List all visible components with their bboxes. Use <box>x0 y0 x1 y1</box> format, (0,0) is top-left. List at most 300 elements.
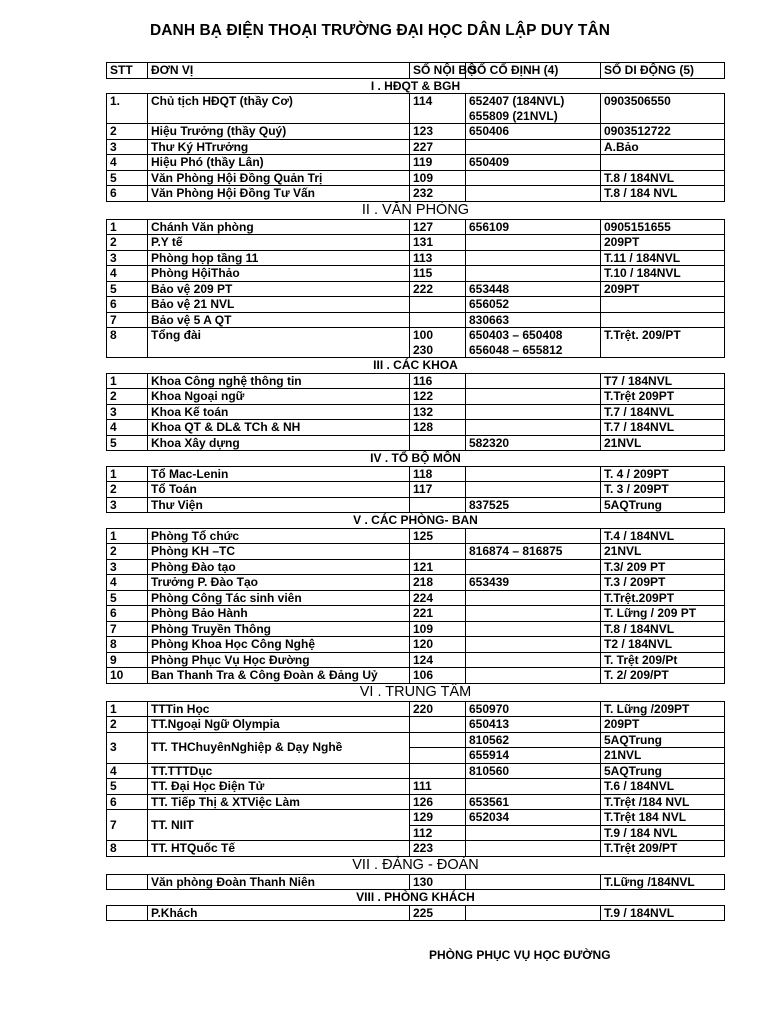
table-row <box>107 794 725 810</box>
cell-internal <box>410 701 466 717</box>
cell-unit: Văn Phòng Hội Đồng Quản Trị <box>148 170 410 186</box>
cell-fixed <box>466 235 601 251</box>
cell-internal <box>410 139 466 155</box>
cell-mobile <box>601 466 725 482</box>
table-row <box>107 170 725 186</box>
cell-unit: Phòng họp tầng 11 <box>148 250 410 266</box>
cell-mobile-line: 209PT <box>604 281 640 296</box>
cell-fixed <box>466 297 601 313</box>
cell-stt: 4 <box>107 763 148 779</box>
cell-internal-line: 120 <box>413 637 434 651</box>
table-row <box>107 497 725 513</box>
cell-internal-line: 132 <box>413 404 434 419</box>
cell-fixed-line: 582320 <box>469 435 510 450</box>
cell-internal-line: 115 <box>413 266 433 280</box>
cell-fixed <box>466 717 601 733</box>
cell-fixed <box>466 170 601 186</box>
cell-stt: 1. <box>107 94 148 124</box>
cell-stt: 2 <box>107 544 148 560</box>
table-row <box>107 779 725 795</box>
cell-mobile <box>601 373 725 389</box>
table-row <box>107 328 725 358</box>
cell-mobile-line: T.7 / 184NVL <box>604 420 675 434</box>
cell-mobile <box>601 219 725 235</box>
cell-fixed <box>466 701 601 717</box>
cell-fixed <box>466 497 601 513</box>
cell-internal-line: 128 <box>413 420 434 434</box>
cell-mobile <box>601 668 725 684</box>
cell-stt: 4 <box>107 575 148 591</box>
cell-mobile-line: T. 4 / 209PT <box>604 466 669 481</box>
cell-mobile-line: T.4 / 184NVL <box>604 528 675 543</box>
cell-fixed <box>466 219 601 235</box>
cell-mobile-line: 21NVL <box>604 435 642 450</box>
cell-mobile <box>601 139 725 155</box>
cell-internal-line: 111 <box>413 779 432 793</box>
cell-internal <box>410 779 466 795</box>
cell-fixed <box>466 621 601 637</box>
cell-mobile-line: T.3/ 209 PT <box>604 559 666 574</box>
cell-internal <box>410 732 466 748</box>
cell-fixed: 655914 <box>466 748 601 764</box>
cell-internal <box>410 559 466 575</box>
table-row <box>107 528 725 544</box>
cell-mobile-line: 209PT <box>604 717 640 731</box>
cell-stt: 3 <box>107 139 148 155</box>
cell-internal <box>410 404 466 420</box>
cell-internal-line: 119 <box>413 155 433 169</box>
table-row <box>107 404 725 420</box>
cell-stt <box>107 874 148 890</box>
cell-internal <box>410 373 466 389</box>
cell-mobile-line: T.Lững /184NVL <box>604 874 695 889</box>
cell-mobile-line: T.Trệt.209PT <box>604 590 675 605</box>
cell-internal <box>410 466 466 482</box>
header-fixed: SỐ CỐ ĐỊNH (4) <box>466 63 601 79</box>
cell-mobile <box>601 621 725 637</box>
cell-internal-line: 131 <box>413 235 434 249</box>
cell-fixed <box>466 825 601 841</box>
cell-fixed <box>466 637 601 653</box>
cell-fixed-line: 656052 <box>469 297 510 311</box>
cell-internal-line: 232 <box>413 186 434 200</box>
cell-unit: Tổng đài <box>148 328 410 358</box>
cell-stt: 4 <box>107 420 148 436</box>
cell-internal <box>410 328 466 358</box>
cell-internal <box>410 794 466 810</box>
cell-mobile-line: 5AQTrung <box>604 497 663 512</box>
cell-mobile <box>601 155 725 171</box>
cell-mobile <box>601 328 725 358</box>
cell-mobile <box>601 482 725 498</box>
cell-mobile <box>601 297 725 313</box>
cell-unit: Chủ tịch HĐQT (thầy Cơ) <box>148 94 410 124</box>
cell-unit: TTTin Học <box>148 701 410 717</box>
cell-stt <box>107 905 148 921</box>
cell-internal-line: 118 <box>413 466 433 481</box>
cell-internal <box>410 497 466 513</box>
cell-stt: 8 <box>107 841 148 857</box>
cell-internal-line: 117 <box>413 482 433 496</box>
header-internal: SỐ NỘI BỘ <box>410 63 466 79</box>
cell-stt: 1 <box>107 528 148 544</box>
table-row <box>107 373 725 389</box>
cell-mobile-line: 0905151655 <box>604 219 671 234</box>
table-header-row <box>107 63 725 79</box>
cell-mobile <box>601 701 725 717</box>
cell-fixed-line: 816874 – 816875 <box>469 544 563 558</box>
cell-internal <box>410 297 466 313</box>
cell-fixed <box>466 606 601 622</box>
table-row <box>107 810 725 826</box>
cell-fixed <box>466 139 601 155</box>
section-heading: II . VĂN PHÒNG <box>107 201 725 219</box>
cell-internal <box>410 219 466 235</box>
section-heading-row <box>107 683 725 701</box>
cell-mobile <box>601 637 725 653</box>
table-row <box>107 905 725 921</box>
cell-unit: Phòng KH –TC <box>148 544 410 560</box>
cell-internal: 129 <box>410 810 466 826</box>
table-row <box>107 874 725 890</box>
section-heading-row <box>107 78 725 94</box>
cell-internal <box>410 482 466 498</box>
section-heading-row <box>107 358 725 374</box>
cell-internal-line: 218 <box>413 575 434 589</box>
cell-mobile <box>601 420 725 436</box>
cell-mobile <box>601 717 725 733</box>
cell-stt: 1 <box>107 701 148 717</box>
cell-stt: 8 <box>107 328 148 358</box>
cell-internal <box>410 717 466 733</box>
cell-internal <box>410 544 466 560</box>
table-row <box>107 544 725 560</box>
cell-mobile <box>601 544 725 560</box>
table-row <box>107 668 725 684</box>
cell-internal-line: 127 <box>413 219 434 234</box>
cell-fixed <box>466 874 601 890</box>
cell-unit: Khoa Công nghệ thông tin <box>148 373 410 389</box>
cell-fixed <box>466 328 601 358</box>
cell-fixed <box>466 186 601 202</box>
cell-fixed: 810562 <box>466 732 601 748</box>
cell-internal <box>410 281 466 297</box>
table-row <box>107 701 725 717</box>
cell-unit: Tổ Toán <box>148 482 410 498</box>
cell-fixed-line: 650403 – 650408 <box>469 328 563 342</box>
cell-mobile <box>601 606 725 622</box>
cell-mobile-line: T.8 / 184NVL <box>604 170 675 185</box>
table-row <box>107 297 725 313</box>
table-row <box>107 312 725 328</box>
cell-internal-line: 123 <box>413 124 434 138</box>
cell-mobile-line: 0903506550 <box>604 94 671 108</box>
cell-unit: Phòng Công Tác sinh viên <box>148 590 410 606</box>
cell-unit: Trưởng P. Đào Tạo <box>148 575 410 591</box>
cell-stt: 2 <box>107 717 148 733</box>
cell-internal <box>410 637 466 653</box>
cell-internal-line: 230 <box>413 342 434 357</box>
cell-mobile <box>601 779 725 795</box>
cell-stt: 3 <box>107 404 148 420</box>
section-heading: VII . ĐẢNG - ĐOÀN <box>107 856 725 874</box>
cell-mobile <box>601 794 725 810</box>
cell-unit: P.Khách <box>148 905 410 921</box>
cell-unit: Phòng Đào tạo <box>148 559 410 575</box>
cell-mobile <box>601 186 725 202</box>
cell-unit: Phòng HộiThảo <box>148 266 410 282</box>
cell-fixed-line: 830663 <box>469 312 510 327</box>
cell-internal-line: 130 <box>413 874 434 889</box>
cell-mobile-line: T.Trệt 209/PT <box>604 841 678 855</box>
cell-fixed-line: 650406 <box>469 124 510 138</box>
cell-stt: 7 <box>107 810 148 841</box>
cell-internal <box>410 621 466 637</box>
table-row <box>107 420 725 436</box>
cell-internal-line: 227 <box>413 139 434 154</box>
cell-mobile-line: 5AQTrung <box>604 763 663 778</box>
cell-mobile-line: T. 2/ 209/PT <box>604 668 669 682</box>
cell-internal-line: 100 <box>413 328 434 342</box>
cell-mobile: T.Trệt 184 NVL <box>601 810 725 826</box>
cell-internal-line: 124 <box>413 652 434 667</box>
cell-fixed-line: 652407 (184NVL) <box>469 94 565 108</box>
cell-mobile-line: T. Lững /209PT <box>604 701 690 716</box>
section-heading-row <box>107 890 725 906</box>
cell-mobile <box>601 559 725 575</box>
cell-unit: TT. NIIT <box>148 810 410 841</box>
footer-signature: PHÒNG PHỤC VỤ HỌC ĐƯỜNG <box>429 948 611 962</box>
cell-fixed <box>466 155 601 171</box>
cell-stt: 4 <box>107 266 148 282</box>
cell-stt: 6 <box>107 606 148 622</box>
cell-unit: Tổ Mac-Lenin <box>148 466 410 482</box>
cell-mobile: T.9 / 184 NVL <box>601 825 725 841</box>
table-row <box>107 281 725 297</box>
cell-unit: TT. Tiếp Thị & XTViệc Làm <box>148 794 410 810</box>
cell-stt: 3 <box>107 732 148 763</box>
section-heading-row <box>107 513 725 529</box>
cell-internal-line: 223 <box>413 841 434 855</box>
cell-unit: Phòng Truyền Thông <box>148 621 410 637</box>
cell-mobile <box>601 312 725 328</box>
cell-stt: 7 <box>107 621 148 637</box>
table-row <box>107 559 725 575</box>
cell-internal-line: 222 <box>413 281 434 296</box>
section-heading: V . CÁC PHÒNG- BAN <box>107 513 725 529</box>
cell-stt: 8 <box>107 637 148 653</box>
cell-unit: Văn Phòng Hội Đồng Tư Vấn <box>148 186 410 202</box>
cell-internal <box>410 312 466 328</box>
cell-fixed <box>466 435 601 451</box>
cell-internal <box>410 250 466 266</box>
cell-unit: Khoa Xây dựng <box>148 435 410 451</box>
cell-stt: 6 <box>107 794 148 810</box>
cell-stt: 1 <box>107 373 148 389</box>
document-title: DANH BẠ ĐIỆN THOẠI TRƯỜNG ĐẠI HỌC DÂN LẬP DUY TÂN <box>149 22 611 39</box>
section-heading: I . HĐQT & BGH <box>107 78 725 94</box>
cell-fixed <box>466 373 601 389</box>
cell-internal-line: 109 <box>413 170 434 185</box>
table-row <box>107 637 725 653</box>
cell-mobile-line: T.7 / 184NVL <box>604 404 675 419</box>
cell-internal-line: 221 <box>413 606 434 620</box>
cell-mobile-line: T.Trệt. 209/PT <box>604 328 681 342</box>
cell-fixed <box>466 482 601 498</box>
cell-mobile-line: A.Bảo <box>604 139 639 154</box>
cell-fixed <box>466 559 601 575</box>
cell-internal <box>410 763 466 779</box>
cell-mobile <box>601 905 725 921</box>
cell-mobile-line: T.Trệt 209PT <box>604 389 675 403</box>
cell-mobile <box>601 250 725 266</box>
cell-internal-line: 126 <box>413 794 434 809</box>
cell-internal <box>410 575 466 591</box>
cell-internal <box>410 170 466 186</box>
cell-fixed <box>466 94 601 124</box>
cell-mobile <box>601 435 725 451</box>
table-row <box>107 219 725 235</box>
cell-mobile: 21NVL <box>601 748 725 764</box>
cell-mobile-line: T.11 / 184NVL <box>604 250 681 265</box>
cell-internal <box>410 668 466 684</box>
cell-internal-line: 224 <box>413 590 434 605</box>
table-row <box>107 466 725 482</box>
cell-mobile: 5AQTrung <box>601 732 725 748</box>
cell-internal <box>410 435 466 451</box>
cell-internal-line: 125 <box>413 528 434 543</box>
phone-directory-table <box>106 62 725 921</box>
cell-stt: 2 <box>107 124 148 140</box>
cell-internal <box>410 124 466 140</box>
cell-internal <box>410 606 466 622</box>
table-row <box>107 155 725 171</box>
cell-internal-line: 225 <box>413 905 434 920</box>
cell-fixed <box>466 389 601 405</box>
section-heading: VI . TRUNG TÂM <box>107 683 725 701</box>
table-row <box>107 482 725 498</box>
cell-internal-line: 106 <box>413 668 434 682</box>
cell-fixed-line: 650970 <box>469 701 510 716</box>
cell-unit: TT.Ngoại Ngữ Olympia <box>148 717 410 733</box>
table-row <box>107 841 725 857</box>
cell-fixed <box>466 266 601 282</box>
cell-fixed <box>466 466 601 482</box>
cell-internal <box>410 266 466 282</box>
cell-internal-line: 114 <box>413 94 433 108</box>
cell-stt: 3 <box>107 559 148 575</box>
cell-stt: 2 <box>107 235 148 251</box>
cell-stt: 5 <box>107 170 148 186</box>
cell-mobile-line: T.9 / 184NVL <box>604 905 675 920</box>
cell-fixed <box>466 668 601 684</box>
cell-stt: 6 <box>107 297 148 313</box>
cell-mobile <box>601 170 725 186</box>
cell-unit: Thư Viện <box>148 497 410 513</box>
cell-fixed <box>466 124 601 140</box>
table-row <box>107 763 725 779</box>
cell-internal <box>410 528 466 544</box>
cell-fixed <box>466 312 601 328</box>
cell-unit: Văn phòng Đoàn Thanh Niên <box>148 874 410 890</box>
cell-fixed-line: 810560 <box>469 763 510 778</box>
cell-fixed <box>466 544 601 560</box>
table-row <box>107 139 725 155</box>
cell-unit: Phòng Phục Vụ Học Đường <box>148 652 410 668</box>
table-row <box>107 575 725 591</box>
cell-fixed-line: 650413 <box>469 717 510 731</box>
cell-internal <box>410 94 466 124</box>
cell-stt: 3 <box>107 250 148 266</box>
cell-mobile <box>601 528 725 544</box>
cell-stt: 2 <box>107 482 148 498</box>
cell-internal-line: 122 <box>413 389 434 403</box>
cell-unit: TT. HTQuốc Tế <box>148 841 410 857</box>
cell-mobile-line: T.Trệt /184 NVL <box>604 794 690 809</box>
cell-unit: Khoa Ngoại ngữ <box>148 389 410 405</box>
cell-mobile-line: T.10 / 184NVL <box>604 266 681 280</box>
cell-unit: Hiệu Trưởng (thầy Quý) <box>148 124 410 140</box>
cell-internal-line: 116 <box>413 373 433 388</box>
cell-fixed <box>466 794 601 810</box>
cell-fixed <box>466 763 601 779</box>
cell-mobile <box>601 235 725 251</box>
cell-unit: Thư Ký HTrưởng <box>148 139 410 155</box>
cell-stt: 1 <box>107 466 148 482</box>
cell-fixed <box>466 420 601 436</box>
cell-fixed-line: 655809 (21NVL) <box>469 108 558 123</box>
cell-internal <box>410 841 466 857</box>
cell-unit: Phòng Khoa Học Công Nghệ <box>148 637 410 653</box>
section-heading: IV . TỔ BỘ MÔN <box>107 451 725 467</box>
cell-mobile <box>601 404 725 420</box>
section-heading: III . CÁC KHOA <box>107 358 725 374</box>
cell-mobile <box>601 874 725 890</box>
section-heading-row <box>107 201 725 219</box>
table-row <box>107 235 725 251</box>
cell-unit: Bảo vệ 5 A QT <box>148 312 410 328</box>
cell-mobile <box>601 497 725 513</box>
section-heading-row <box>107 451 725 467</box>
cell-stt: 10 <box>107 668 148 684</box>
cell-stt: 6 <box>107 186 148 202</box>
cell-internal <box>410 874 466 890</box>
cell-stt: 7 <box>107 312 148 328</box>
cell-fixed-line: 650409 <box>469 155 510 169</box>
cell-unit: TT. Đại Học Điện Tử <box>148 779 410 795</box>
cell-internal-line: 109 <box>413 621 434 636</box>
cell-internal-line: 121 <box>413 559 434 574</box>
cell-unit: P.Y tế <box>148 235 410 251</box>
cell-mobile-line: T. Lững / 209 PT <box>604 606 697 620</box>
table-row <box>107 389 725 405</box>
cell-unit: Khoa Kế toán <box>148 404 410 420</box>
cell-mobile <box>601 266 725 282</box>
cell-mobile <box>601 590 725 606</box>
cell-mobile-line: T.8 / 184 NVL <box>604 186 678 200</box>
cell-mobile <box>601 389 725 405</box>
cell-mobile-line: T2 / 184NVL <box>604 637 673 651</box>
cell-mobile <box>601 94 725 124</box>
cell-mobile <box>601 281 725 297</box>
cell-fixed <box>466 590 601 606</box>
table-row <box>107 590 725 606</box>
cell-internal <box>410 186 466 202</box>
cell-fixed <box>466 841 601 857</box>
cell-unit: Phòng Tổ chức <box>148 528 410 544</box>
cell-mobile-line: T.8 / 184NVL <box>604 621 675 636</box>
table-row <box>107 606 725 622</box>
